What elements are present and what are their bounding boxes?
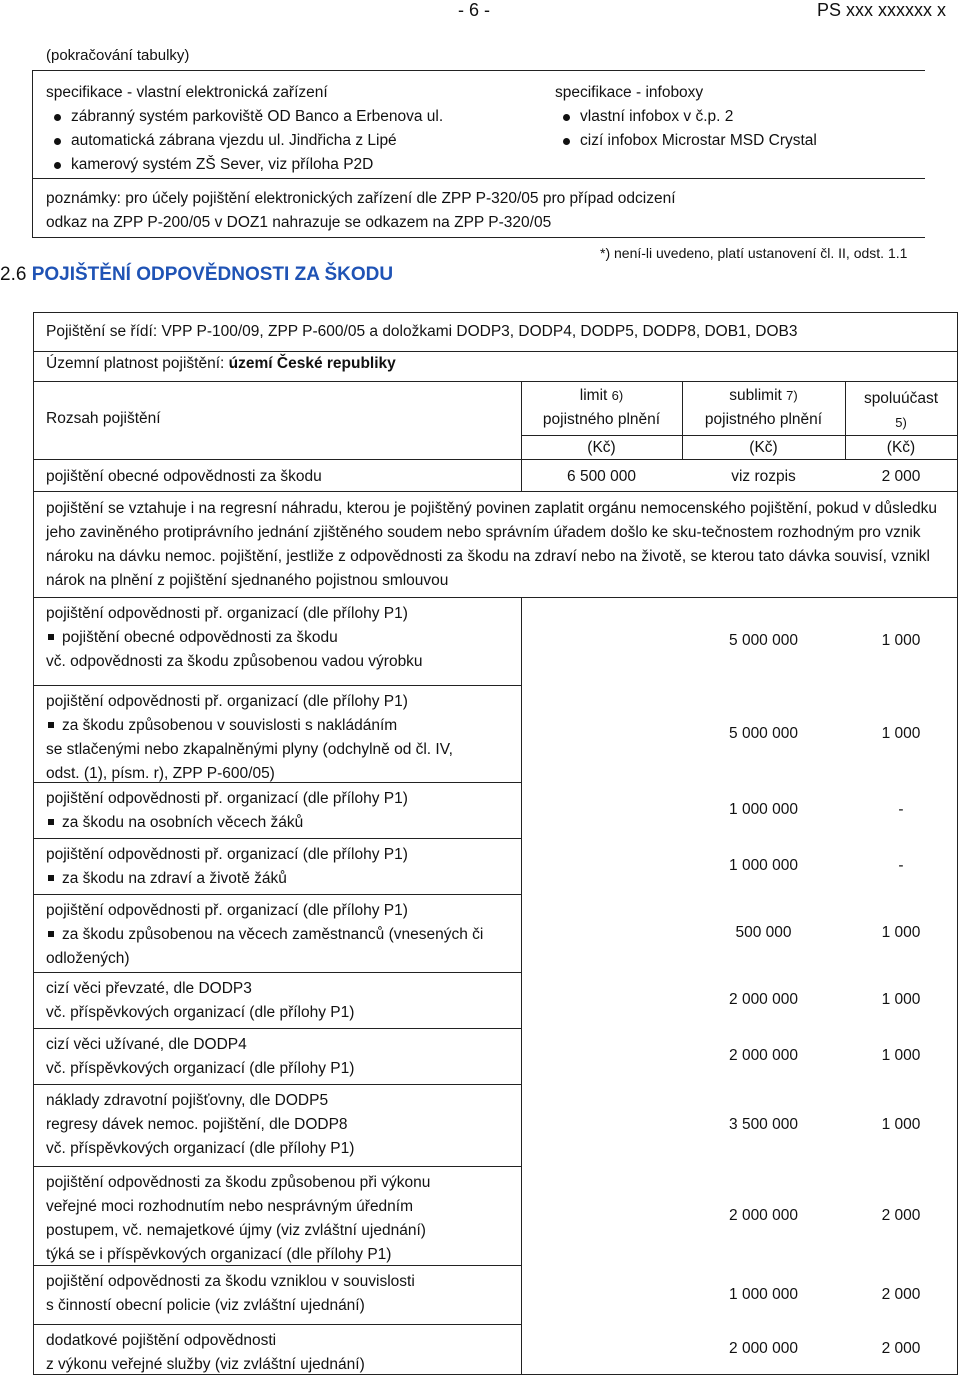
row-label-line: pojištění odpovědnosti př. organizací (dle přílohy P1) xyxy=(46,790,408,807)
governed-by: Pojištění se řídí: VPP P-100/09, ZPP P-600/05 a doložkami DODP3, DODP4, DODP5, DODP8, DOB1, DOB3 xyxy=(46,323,798,340)
row-deductible: - xyxy=(898,857,904,874)
square-bullet-icon xyxy=(48,634,54,640)
deductible-ref: 5) xyxy=(895,415,907,430)
square-bullet-icon xyxy=(48,819,54,825)
row-sublimit: 500 000 xyxy=(735,924,792,941)
currency-sublimit: (Kč) xyxy=(749,439,778,456)
section-title: POJIŠTĚNÍ ODPOVĚDNOSTI ZA ŠKODU xyxy=(31,264,394,285)
list-item: zábranný systém parkoviště OD Banco a Erbenova ul. xyxy=(46,105,443,129)
limit-subtitle: pojistného plnění xyxy=(542,411,661,428)
section-number: 2.6 xyxy=(0,264,27,285)
row-label-line: pojištění odpovědnosti za škodu vzniklou v souvislosti xyxy=(46,1273,415,1290)
divider xyxy=(34,782,521,783)
row-deductible: 1 000 xyxy=(881,632,921,649)
currency-limit: (Kč) xyxy=(587,439,616,456)
divider xyxy=(34,838,521,839)
scope-label: Rozsah pojištění xyxy=(46,410,161,427)
deductible-label: spoluúčast xyxy=(863,390,939,407)
column-header-deductible xyxy=(845,387,957,435)
row-label-line: vč. příspěvkových organizací (dle přílohy P1) xyxy=(46,1060,355,1077)
divider xyxy=(34,459,957,460)
list-item: vlastní infobox v č.p. 2 xyxy=(555,105,817,129)
row-label-line: za škodu na osobních věcech žáků xyxy=(46,811,303,835)
row-deductible: 2 000 xyxy=(881,1340,921,1357)
row-sublimit: 2 000 000 xyxy=(729,1340,798,1357)
row-label-line: za škodu způsobenou v souvislosti s nakládáním xyxy=(46,714,397,738)
row-sublimit: 2 000 000 xyxy=(729,1047,798,1064)
spec-own-devices xyxy=(46,81,443,177)
square-bullet-icon xyxy=(48,875,54,881)
territory-value: území České republiky xyxy=(228,355,396,372)
currency-deductible: (Kč) xyxy=(886,439,916,456)
list-item: cizí infobox Microstar MSD Crystal xyxy=(555,129,817,153)
specification-box xyxy=(32,70,925,238)
row-label-line: dodatkové pojištění odpovědnosti xyxy=(46,1332,277,1349)
notes-line: poznámky: pro účely pojištění elektronických zařízení dle ZPP P-320/05 pro případ odcizení xyxy=(46,190,676,207)
column-header-limit xyxy=(521,384,682,432)
document-id: PS xxx xxxxxx x xyxy=(816,0,946,20)
list-item: automatická zábrana vjezdu ul. Jindřicha z Lipé xyxy=(46,129,443,153)
square-bullet-icon xyxy=(48,931,54,937)
row-label-line: z výkonu veřejné služby (viz zvláštní ujednání) xyxy=(46,1356,365,1373)
divider xyxy=(34,597,957,598)
row-label-line: vč. příspěvkových organizací (dle přílohy P1) xyxy=(46,1004,355,1021)
row-label-line: pojištění odpovědnosti př. organizací (dle přílohy P1) xyxy=(46,902,408,919)
row-sublimit: 5 000 000 xyxy=(729,632,798,649)
row-label-line: pojištění odpovědnosti za škodu způsobenou při výkonu xyxy=(46,1174,431,1191)
row-sublimit: 1 000 000 xyxy=(729,857,798,874)
divider xyxy=(34,1166,521,1167)
row-sublimit: 5 000 000 xyxy=(729,725,798,742)
divider xyxy=(34,1028,521,1029)
row-sublimit: 1 000 000 xyxy=(729,1286,798,1303)
divider xyxy=(34,685,521,686)
continuation-label: (pokračování tabulky) xyxy=(46,47,190,64)
row-deductible: 2 000 xyxy=(881,1207,921,1224)
notes-line: odkaz na ZPP P-200/05 v DOZ1 nahrazuje se odkazem na ZPP P-320/05 xyxy=(46,214,552,231)
page-number: - 6 - xyxy=(458,0,491,20)
general-liability-limit: 6 500 000 xyxy=(567,468,636,485)
row-label-line: pojištění obecné odpovědnosti za škodu xyxy=(46,626,338,650)
divider xyxy=(34,381,957,382)
footnote: *) není-li uvedeno, platí ustanovení čl. II, odst. 1.1 xyxy=(600,245,908,261)
general-liability-sublimit: viz rozpis xyxy=(731,468,796,485)
section-heading xyxy=(0,264,393,286)
row-label-line: za škodu na zdraví a životě žáků xyxy=(46,867,287,891)
square-bullet-icon xyxy=(48,722,54,728)
row-deductible: 1 000 xyxy=(881,924,921,941)
row-sublimit: 2 000 000 xyxy=(729,991,798,1008)
row-label-line: odst. (1), písm. r), ZPP P-600/05) xyxy=(46,765,275,782)
list-item: kamerový systém ZŠ Sever, viz příloha P2D xyxy=(46,153,443,177)
divider xyxy=(34,491,957,492)
row-label-line: s činností obecní policie (viz zvláštní ujednání) xyxy=(46,1297,365,1314)
row-label-line: cizí věci užívané, dle DODP4 xyxy=(46,1036,247,1053)
row-sublimit: 2 000 000 xyxy=(729,1207,798,1224)
row-label-line: postupem, vč. nemajetkové újmy (viz zvláštní ujednání) xyxy=(46,1222,426,1239)
divider xyxy=(34,1265,521,1266)
row-deductible: 2 000 xyxy=(881,1286,921,1303)
row-label-line: pojištění odpovědnosti př. organizací (dle přílohy P1) xyxy=(46,605,408,622)
row-label-line: náklady zdravotní pojišťovny, dle DODP5 xyxy=(46,1092,329,1109)
territory xyxy=(46,352,396,376)
row-deductible: 1 000 xyxy=(881,725,921,742)
row-deductible: 1 000 xyxy=(881,991,921,1008)
row-label-line: pojištění odpovědnosti př. organizací (dle přílohy P1) xyxy=(46,693,408,710)
general-liability-deductible: 2 000 xyxy=(881,468,921,485)
territory-label: Územní platnost pojištění: xyxy=(46,355,229,372)
spec-notes xyxy=(46,187,766,235)
row-deductible: 1 000 xyxy=(881,1116,921,1133)
divider xyxy=(521,597,522,1374)
row-label-line: vč. odpovědnosti za škodu způsobenou vadou výrobku xyxy=(46,653,423,670)
divider xyxy=(33,178,925,179)
regress-note: pojištění se vztahuje i na regresní náhradu, kterou je pojištěný povinen zaplatit orgánu nemocenského pojištění, pokud v důsledku jeho zaviněného protiprávního jednání zjištěného soudem nebo správním úřadem došlo ke sku-tečnostem rozhodným pro vznik nároku na dávku nemoc. pojištění, jestliže z odpovědnosti za škodu na zdraví nebo na životě, se kterou tato dávka souvisí, vznikl nárok na plnění z pojištění sjednaného pojistnou smlouvou xyxy=(46,500,937,589)
general-liability-label: pojištění obecné odpovědnosti za škodu xyxy=(46,468,322,485)
row-label-line: týká se i příspěvkových organizací (dle přílohy P1) xyxy=(46,1246,392,1263)
spec-infoboxes xyxy=(555,81,817,153)
spec-left-title: specifikace - vlastní elektronická zařízení xyxy=(46,84,328,101)
sublimit-label: sublimit xyxy=(729,387,782,404)
row-label-line: cizí věci převzaté, dle DODP3 xyxy=(46,980,252,997)
sublimit-ref: 7) xyxy=(786,388,798,403)
limit-label: limit xyxy=(579,387,608,404)
column-header-sublimit xyxy=(682,384,845,432)
row-sublimit: 3 500 000 xyxy=(729,1116,798,1133)
sublimit-subtitle: pojistného plnění xyxy=(704,411,823,428)
spec-right-title: specifikace - infoboxy xyxy=(555,84,704,101)
row-label-line: veřejné moci rozhodnutím nebo nesprávným úředním xyxy=(46,1198,414,1215)
row-deductible: 1 000 xyxy=(881,1047,921,1064)
divider xyxy=(34,1084,521,1085)
row-label-line: se stlačenými nebo zkapalněnými plyny (odchylně od čl. IV, xyxy=(46,741,453,758)
row-label-line: odložených) xyxy=(46,950,130,967)
limit-ref: 6) xyxy=(611,388,624,403)
divider xyxy=(34,972,521,973)
divider xyxy=(34,894,521,895)
row-label-line: pojištění odpovědnosti př. organizací (dle přílohy P1) xyxy=(46,846,408,863)
row-label-line: vč. příspěvkových organizací (dle přílohy P1) xyxy=(46,1140,355,1157)
row-sublimit: 1 000 000 xyxy=(729,801,798,818)
liability-table xyxy=(33,312,958,1375)
divider xyxy=(34,1324,521,1325)
row-label-line: regresy dávek nemoc. pojištění, dle DODP8 xyxy=(46,1116,348,1133)
row-deductible: - xyxy=(898,801,904,818)
row-label-line: za škodu způsobenou na věcech zaměstnanců (vnesených či xyxy=(46,923,483,947)
